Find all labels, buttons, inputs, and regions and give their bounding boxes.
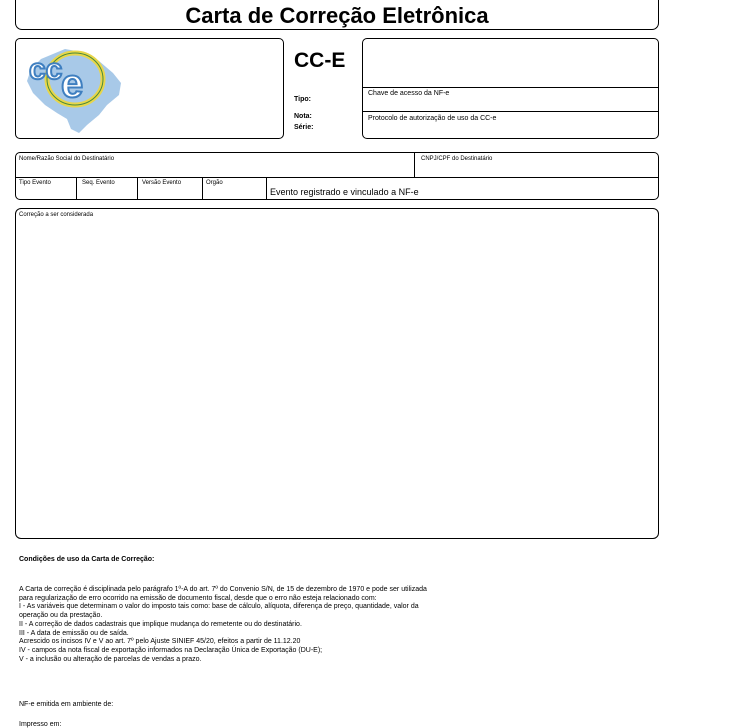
divider <box>202 177 203 199</box>
seq-evento-label: Seq. Evento <box>82 180 115 186</box>
protocolo-label: Protocolo de autorização de uso da CC-e <box>368 115 497 122</box>
divider <box>363 87 658 88</box>
cce-logo <box>21 43 125 135</box>
versao-evento-label: Versão Evento <box>142 180 182 186</box>
nfe-ambiente-label: NF-e emitida em ambiente de: <box>19 701 114 708</box>
orgao-label: Orgão <box>206 180 223 186</box>
nota-label: Nota: <box>294 113 312 120</box>
nome-destinatario-label: Nome/Razão Social do Destinatário <box>19 156 115 162</box>
destinatario-box <box>15 152 659 200</box>
conditions-line: para regularização de erro ocorrido na emissão de documento fiscal, desde que o erro não esteja relacionado com: <box>19 594 377 602</box>
tipo-label: Tipo: <box>294 96 311 103</box>
conditions-line: operação ou da prestação. <box>19 612 103 620</box>
serie-label: Série: <box>294 124 314 131</box>
logo-box <box>15 38 284 139</box>
evento-status-text: Evento registrado e vinculado a NF-e <box>270 187 419 197</box>
divider <box>137 177 138 199</box>
page-title: Carta de Correção Eletrônica <box>185 3 489 28</box>
chave-acesso-label: Chave de acesso da NF-e <box>368 90 450 97</box>
correcao-label: Correção a ser considerada <box>19 212 94 218</box>
divider <box>363 111 658 112</box>
svg-text:e: e <box>61 62 84 106</box>
impresso-em-label: Impresso em: <box>19 721 62 728</box>
logo-letters: cc <box>29 53 63 86</box>
conditions-line: Acrescido os incisos IV e V ao art. 7º pelo Ajuste SINIEF 45/20, efeitos a partir de 11.12.20 <box>19 638 301 646</box>
conditions-line: I - As variáveis que determinam o valor do imposto tais como: base de cálculo, alíquota, diferença de preço, quantidade, valor da <box>19 603 419 611</box>
tipo-evento-label: Tipo Evento <box>19 180 51 186</box>
conditions-line: V - a inclusão ou alteração de parcelas de vendas a prazo. <box>19 655 202 663</box>
divider <box>266 177 267 199</box>
divider <box>414 153 415 177</box>
conditions-body <box>19 586 427 664</box>
conditions-line: IV - campos da nota fiscal de exportação informados na Declaração Única de Exportação (DU-E); <box>19 646 323 654</box>
divider <box>16 177 658 178</box>
cce-label: CC-E <box>294 49 346 72</box>
conditions-title: Condições de uso da Carta de Correção: <box>19 556 155 563</box>
conditions-line: II - A correção de dados cadastrais que implique mudança do remetente ou do destinatário. <box>19 620 302 628</box>
conditions-line: A Carta de correção é disciplinada pelo parágrafo 1º-A do art. 7º do Convenio S/N, de 15 de dezembro de 1970 e pode ser utilizada <box>19 586 427 593</box>
title-box <box>15 0 659 30</box>
key-box <box>362 38 659 139</box>
conditions-line: III - A data de emissão ou de saída. <box>19 629 129 637</box>
divider <box>76 177 77 199</box>
correcao-box <box>15 208 659 539</box>
cnpj-destinatario-label: CNPJ/CPF do Destinatário <box>421 156 493 162</box>
